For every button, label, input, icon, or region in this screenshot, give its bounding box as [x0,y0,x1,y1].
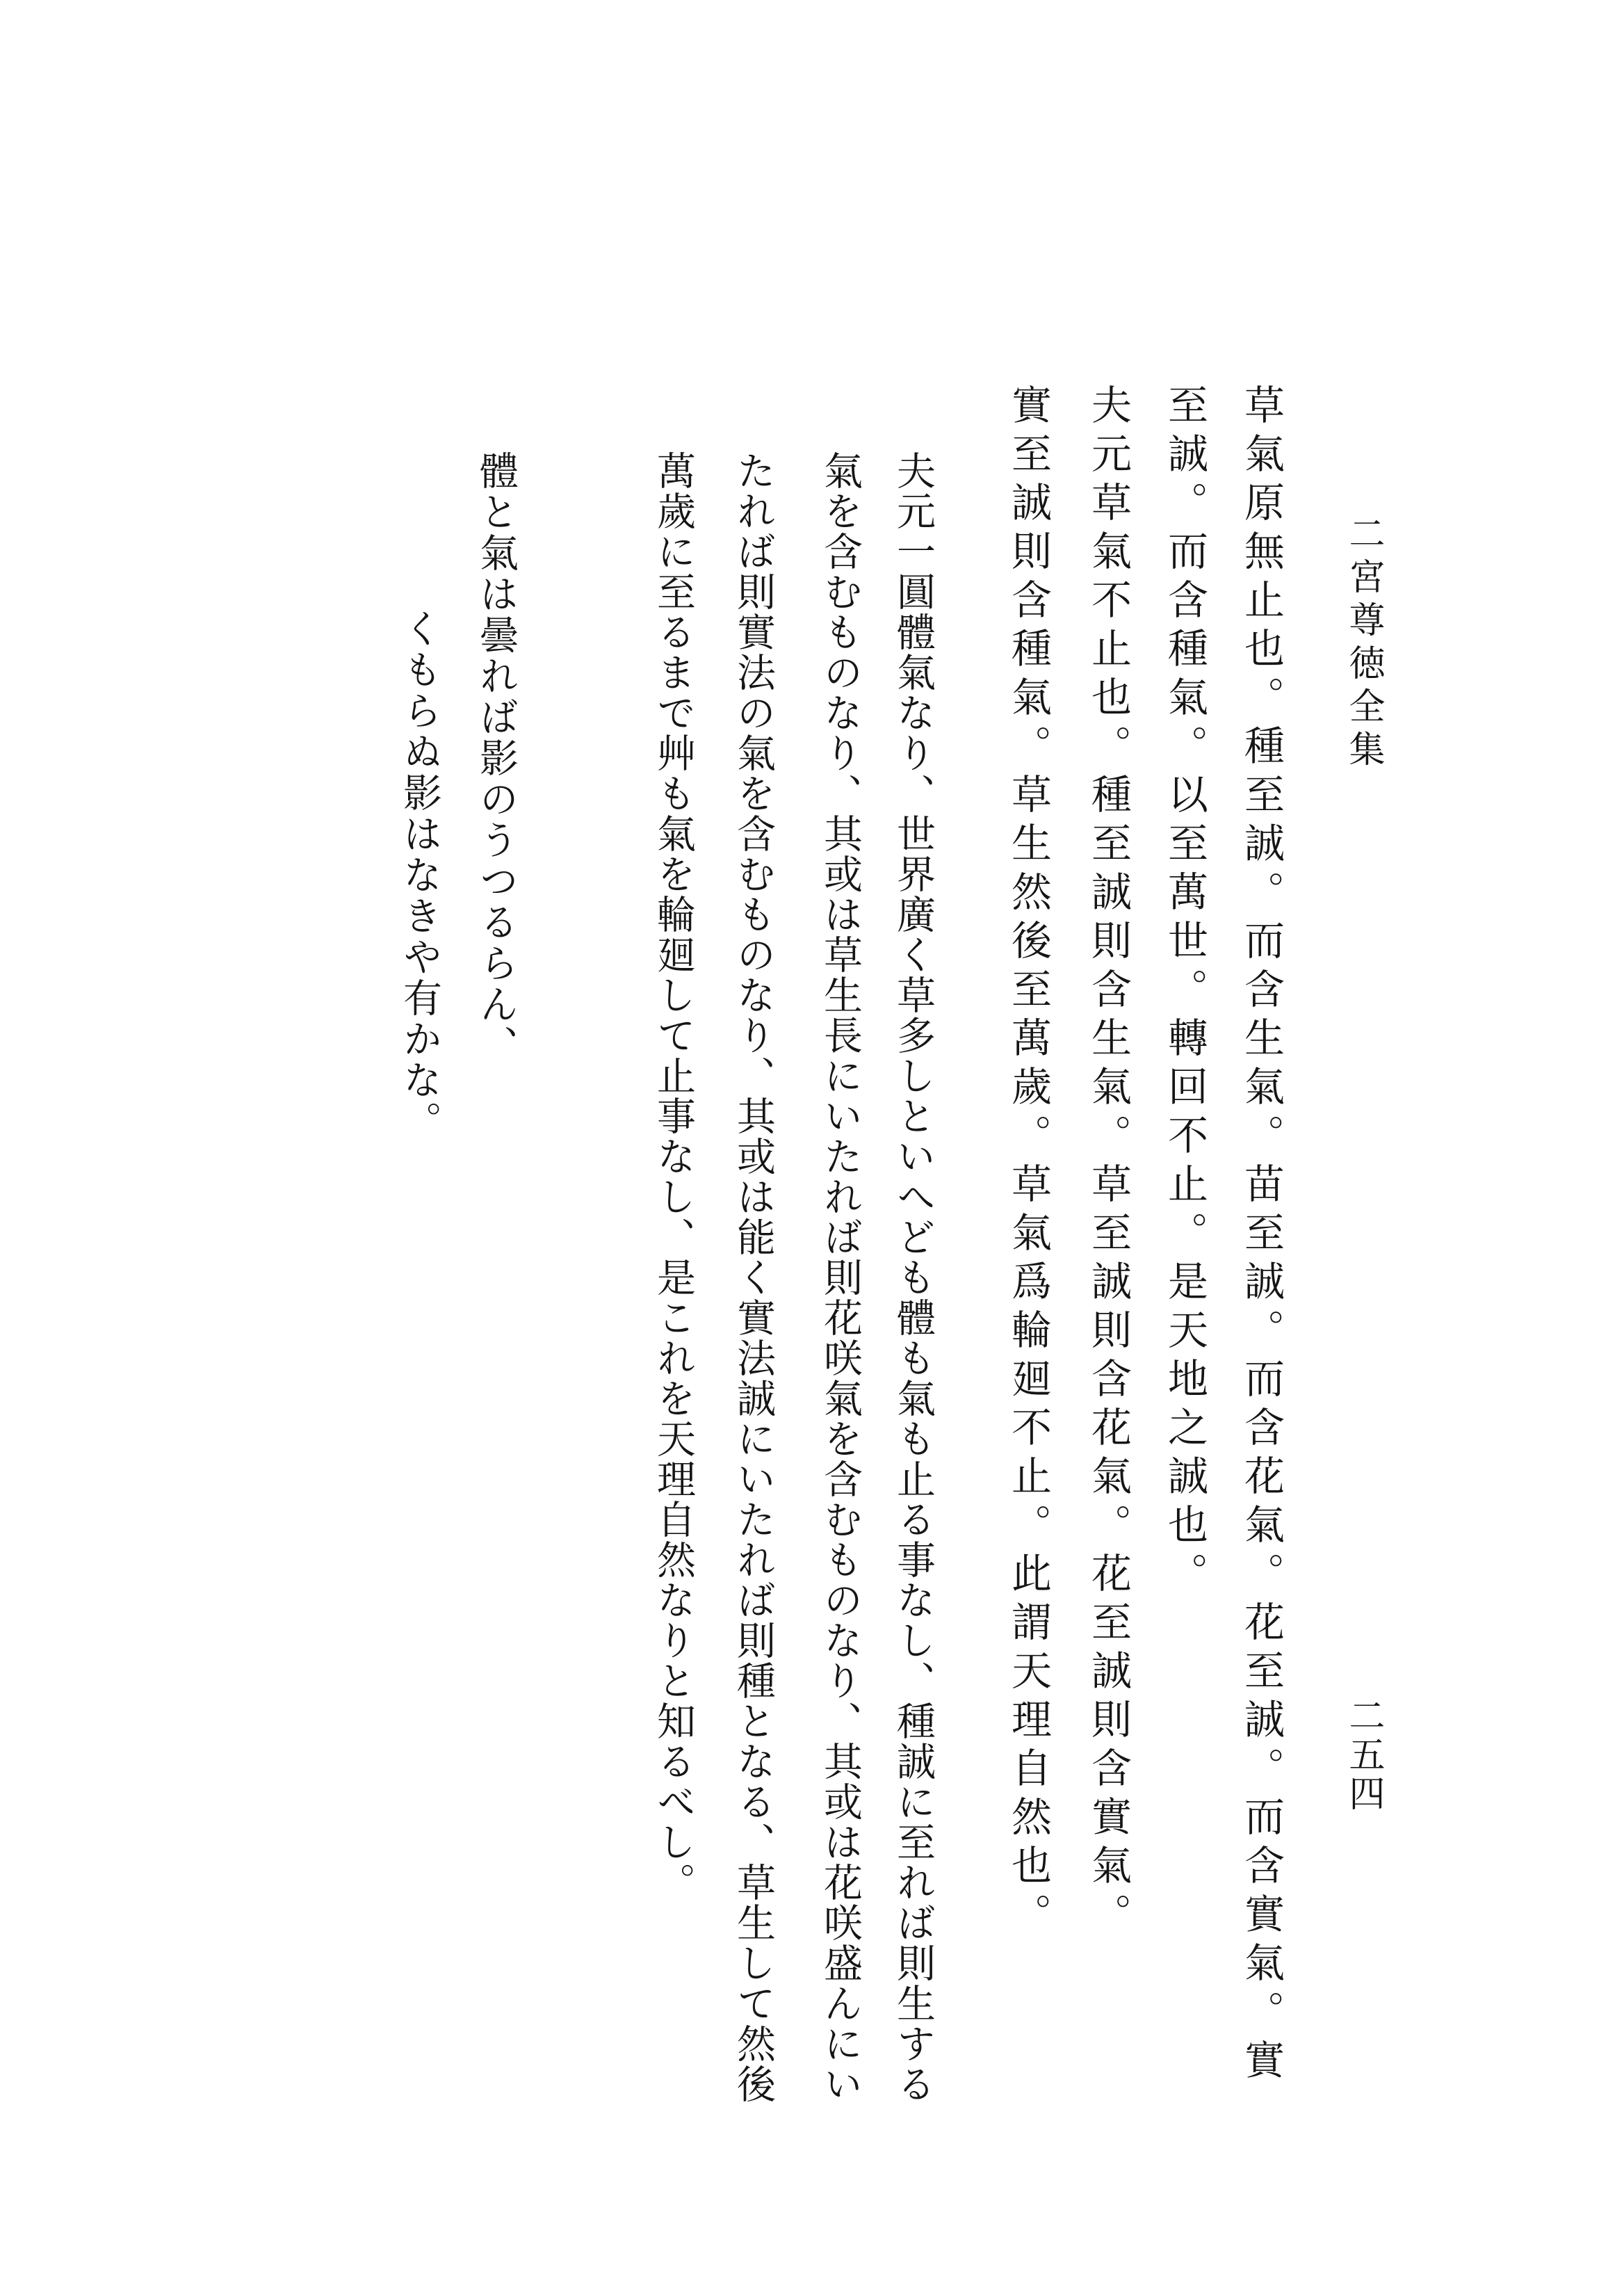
commentary-line: たれば則實法の氣を含むものなり、其或は能く實法誠にいたれば則種となる、草生して然後 [731,451,776,2104]
kanbun-line: 夫元草氣不止也。種至誠則含生氣。草至誠則含花氣。花至誠則含實氣。 [1085,384,1132,1942]
kanbun-line: 實至誠則含種氣。草生然後至萬歲。草氣爲輪廻不止。此謂天理自然也。 [1005,384,1052,1942]
running-title: 二宮尊徳全集 [1342,515,1384,773]
commentary-line: 萬歲に至るまで艸も氣を輪廻して止事なし、是これを天理自然なりと知るべし。 [651,451,696,1903]
commentary-line: 氣を含むものなり、其或は草生長にいたれば則花咲氣を含むものなり、其或は花咲盛んにい [818,451,863,2104]
poem-upper-verse: 體と氣は曇れば影のうつるらん、 [473,451,519,1066]
page-number: 二五四 [1342,1697,1384,1814]
kanbun-line: 至誠。而含種氣。以至萬世。轉回不止。是天地之誠也。 [1161,384,1208,1601]
commentary-line: 夫元一圓體氣なり、世界廣く草多しといへども體も氣も止る事なし、種誠に至れば則生する [891,451,936,2104]
kanbun-line: 草氣原無止也。種至誠。而含生氣。苗至誠。而含花氣。花至誠。而含實氣。實 [1237,384,1285,2088]
poem-lower-verse: くもらぬ影はなきや有かな。 [397,608,442,1142]
